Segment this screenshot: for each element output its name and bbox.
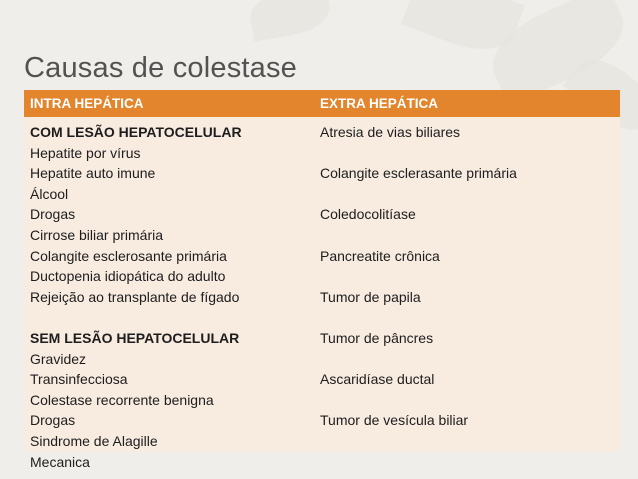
table-cell: SEM LESÃO HEPATOCELULAR — [30, 329, 240, 346]
table-cell — [320, 225, 517, 246]
table-cell: Ductopenia idiopática do adulto — [30, 268, 226, 285]
causes-table — [24, 90, 620, 470]
table-cell: Hepatite auto imune — [30, 165, 156, 182]
table-cell: Mecanica — [30, 453, 90, 470]
table-cell: Sindrome de Alagille — [30, 432, 158, 449]
table-cell: Cirrose biliar primária — [30, 226, 164, 243]
table-cell: Hepatite por vírus — [30, 144, 141, 161]
table-cell — [320, 307, 517, 328]
table-cell: Tumor de vesícula biliar — [320, 412, 469, 429]
table-cell: Atresia de vias biliares — [320, 124, 461, 140]
table-cell — [320, 184, 517, 205]
table-cell — [30, 307, 313, 328]
table-cell: Colangite esclerasante primária — [320, 165, 517, 182]
extra-hepatica-column — [313, 122, 517, 472]
intra-hepatica-column — [24, 122, 313, 472]
table-body — [24, 117, 620, 472]
table-cell: Pancreatite crônica — [320, 247, 440, 264]
slide-title: Causas de colestase — [24, 52, 298, 84]
table-cell — [320, 349, 517, 370]
table-cell: Ascaridíase ductal — [320, 371, 435, 388]
table-cell — [320, 143, 517, 164]
header-extra-hepatica: EXTRA HEPÁTICA — [320, 96, 439, 111]
table-cell — [320, 390, 517, 411]
table-cell: Coledocolitíase — [320, 206, 416, 223]
table-cell: Rejeição ao transplante de fígado — [30, 288, 240, 305]
table-cell: Tumor de pâncres — [320, 329, 434, 346]
table-cell: Gravidez — [30, 350, 87, 367]
table-cell: Tumor de papila — [320, 288, 421, 305]
table-cell: Colangite esclerosante primária — [30, 247, 227, 264]
table-cell: Drogas — [30, 412, 76, 429]
table-cell — [320, 266, 517, 287]
table-header — [24, 90, 620, 117]
table-cell: Transinfecciosa — [30, 371, 128, 388]
table-cell: Colestase recorrente benigna — [30, 391, 214, 408]
header-intra-hepatica: INTRA HEPÁTICA — [30, 96, 144, 111]
table-cell: Álcool — [30, 185, 69, 202]
table-cell: COM LESÃO HEPATOCELULAR — [30, 124, 242, 140]
table-cell: Drogas — [30, 206, 76, 223]
background-leaf — [247, 0, 334, 42]
